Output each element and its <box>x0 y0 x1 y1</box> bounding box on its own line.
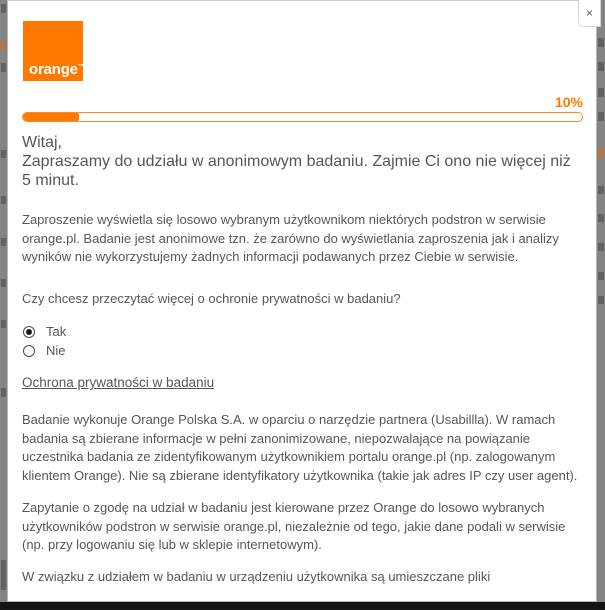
background-edge-fragment <box>1 388 6 397</box>
progress-bar <box>22 112 583 122</box>
privacy-paragraph-3-partial: W związku z udziałem w badaniu w urządzeniu użytkownika są umieszczane pliki <box>22 568 491 584</box>
background-edge-fragment <box>598 112 604 121</box>
background-edge-fragment <box>1 238 6 246</box>
background-edge-fragment <box>598 214 604 222</box>
background-edge-fragment <box>598 243 604 251</box>
trademark-symbol: ™ <box>77 64 84 70</box>
background-edge-fragment <box>598 272 604 280</box>
background-edge-fragment <box>598 296 604 304</box>
progress-fill <box>23 113 79 121</box>
background-edge-fragment <box>1 560 6 590</box>
intro-paragraph: Zaproszenie wyświetla się losowo wybranym użytkownikom niektórych podstron w serwisie orange.pl. Badanie jest anonimowe tzn. że zarówno do wyświetlania zaproszenia jak i analizy wyników nie wykorzystujemy żadnych informacji podawanych przez Ciebie w serwisie. <box>22 212 559 264</box>
question-text: Czy chcesz przeczytać więcej o ochronie prywatności w badaniu? <box>22 290 401 306</box>
progress-percent-label: 10% <box>554 94 583 110</box>
background-edge-fragment <box>1 279 6 287</box>
background-edge-fragment <box>598 148 604 158</box>
background-edge-fragment <box>598 88 604 97</box>
radio-circle[interactable] <box>23 326 35 338</box>
radio-circle[interactable] <box>23 345 35 357</box>
survey-dialog <box>7 0 597 602</box>
close-button[interactable] <box>578 0 601 27</box>
privacy-paragraph-2: Zapytanie o zgodę na udział w badaniu jest kierowane przez Orange do losowo wybranych użytkowników podstron w serwisie orange.pl, niezależnie od tego, jakie dane podali w serwisie (np. przy logowaniu się lub w sklepie internetowym). <box>22 500 566 552</box>
privacy-paragraph-1: Badanie wykonuje Orange Polska S.A. w oparciu o narzędzie partnera (Usabillla). W ramach badania są zbierane informacje w pełni zanonimizowane, niepozwalające na powiązanie uczestnika badania ze zidentyfikowanym użytkownikiem portalu orange.pl (np. zalogowanym klientem Orange). Nie są zbierane identyfikatory użytkownika (takie jak adres IP czy user agent). <box>22 412 578 483</box>
background-edge-fragment <box>598 62 604 71</box>
background-edge-fragment <box>1 150 6 158</box>
bottom-dark-bar <box>0 602 605 610</box>
background-edge-fragment <box>1 196 6 204</box>
background-edge-fragment <box>598 38 604 47</box>
close-icon: × <box>585 6 593 20</box>
greeting-line1: Witaj, <box>22 134 62 151</box>
radio-option-nie[interactable] <box>22 341 583 360</box>
greeting-line2: Zapraszamy do udziału w anonimowym badaniu. Zajmie Ci ono nie więcej niż 5 minut. <box>22 153 571 189</box>
radio-option-tak[interactable] <box>22 322 583 341</box>
privacy-radio-group <box>22 322 583 360</box>
background-edge-fragment <box>1 63 6 72</box>
orange-logo <box>23 21 83 81</box>
background-edge-fragment <box>1 40 6 50</box>
background-left-edge <box>0 0 7 610</box>
greeting-heading <box>22 133 583 190</box>
background-edge-fragment <box>1 320 6 328</box>
radio-label-tak: Tak <box>46 324 67 339</box>
background-edge-fragment <box>598 186 604 194</box>
background-right-edge <box>597 0 605 610</box>
privacy-section-link[interactable]: Ochrona prywatności w badaniu <box>22 375 215 390</box>
background-edge-fragment <box>1 4 6 13</box>
radio-label-nie: Nie <box>46 343 66 358</box>
orange-logo-text: orange™ <box>29 61 84 78</box>
